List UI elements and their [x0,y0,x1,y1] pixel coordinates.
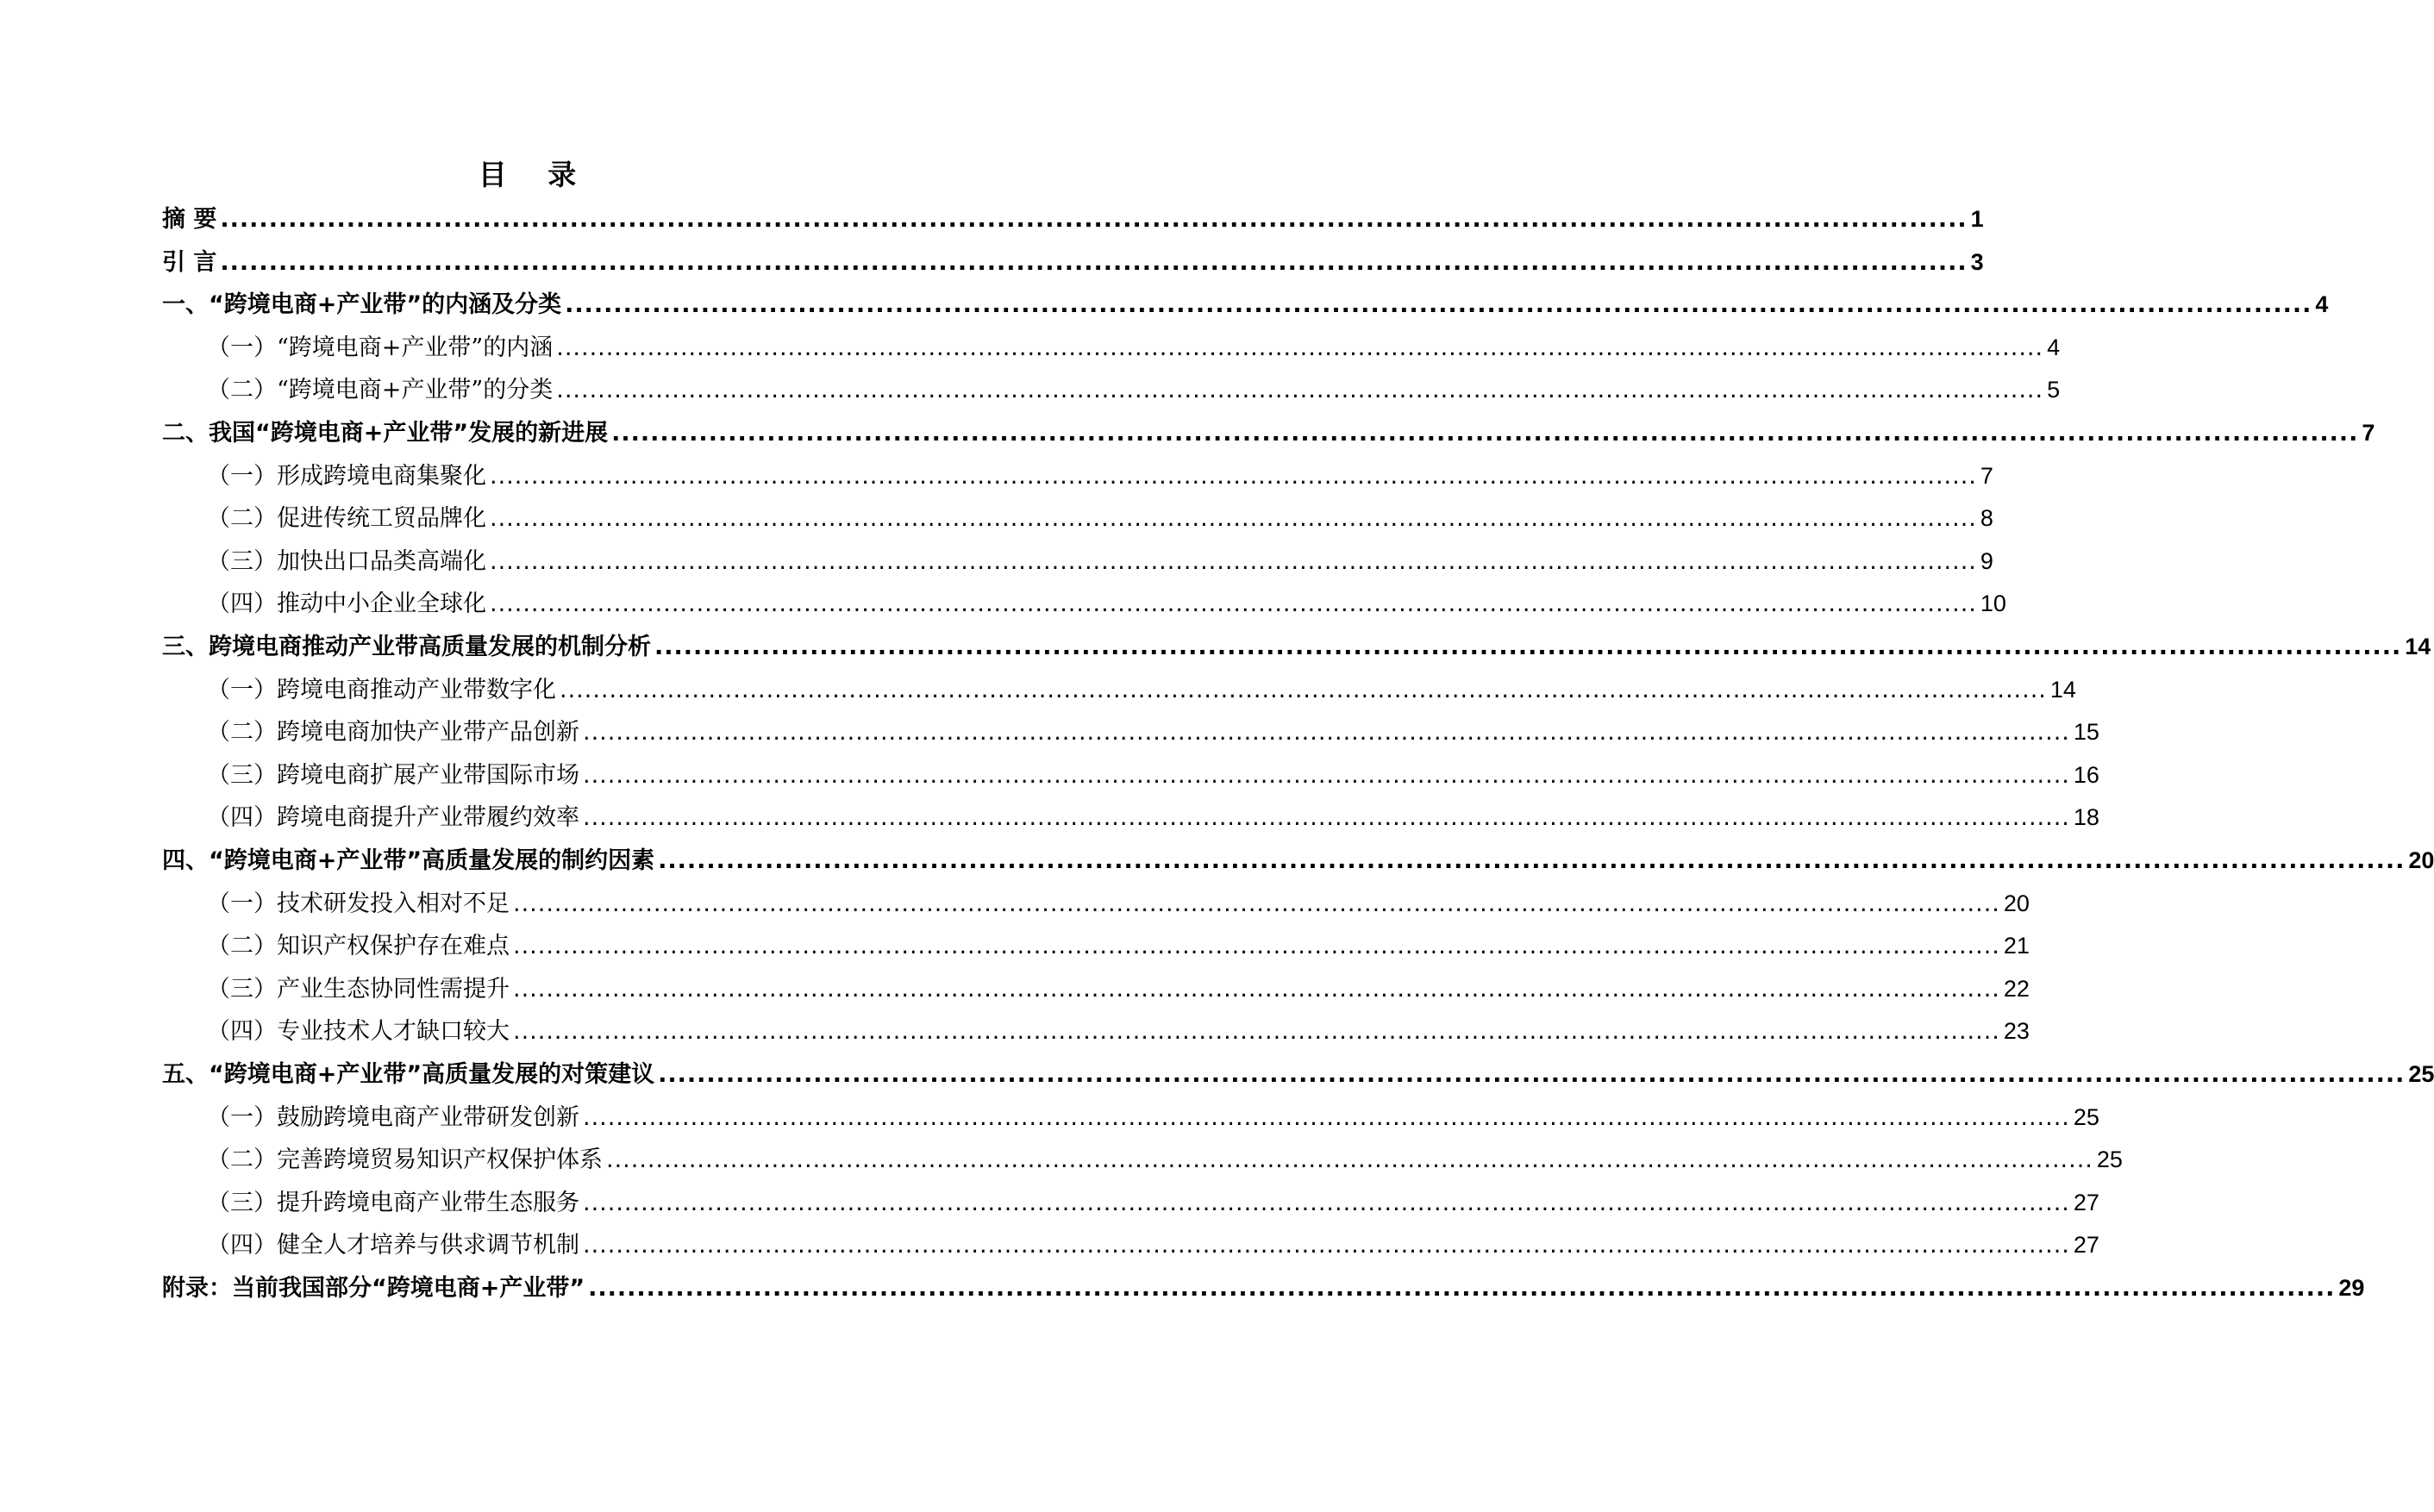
toc-entry-label: 摘 要 [162,206,217,233]
toc-leader-dots: .................................................................................................................................................................................... [220,249,1968,276]
toc-leader-dots: .................................................................................................................................................................................... [513,976,2000,1003]
toc-leader-dots: .................................................................................................................................................................................... [658,847,2406,874]
toc-entry-page-number: 14 [2049,677,2076,703]
toc-entry-label: （四）健全人才培养与供求调节机制 [207,1232,579,1259]
toc-entry-page-number: 3 [1970,249,1984,275]
toc-leader-dots: .................................................................................................................................................................................... [490,548,1977,575]
toc-entry-page-number: 10 [1980,590,2006,616]
toc-entry[interactable] [207,454,1993,497]
toc-entry-page-number: 16 [2073,762,2099,788]
toc-entry-page-number: 25 [2096,1146,2123,1172]
toc-entry-page-number: 18 [2073,804,2099,830]
toc-entry[interactable] [162,625,2431,668]
toc-leader-dots: .................................................................................................................................................................................... [565,291,2312,318]
toc-entry-label: （四）跨境电商提升产业带履约效率 [207,804,579,831]
toc-entry[interactable] [207,882,2030,925]
toc-entry[interactable] [207,540,1993,583]
toc-entry-label: 五、“跨境电商+产业带”高质量发展的对策建议 [162,1061,655,1088]
toc-entry-label: （三）提升跨境电商产业带生态服务 [207,1190,579,1216]
toc-entry[interactable] [207,1181,2099,1224]
toc-entry-label: （三）加快出口品类高端化 [207,548,486,575]
toc-entry-label: 二、我国“跨境电商+产业带”发展的新进展 [162,420,609,447]
toc-entry[interactable] [162,1053,2434,1096]
toc-entry[interactable] [207,582,2006,625]
toc-leader-dots: .................................................................................................................................................................................... [654,634,2402,660]
toc-entry-label: （一）形成跨境电商集聚化 [207,463,486,490]
toc-leader-dots: .................................................................................................................................................................................... [556,334,2044,361]
toc-leader-dots: .................................................................................................................................................................................... [560,677,2047,703]
toc-entry[interactable] [207,710,2099,753]
toc-entry-label: （一）技术研发投入相对不足 [207,890,510,917]
toc-entry-page-number: 5 [2047,377,2061,403]
toc-entry[interactable] [162,197,1984,241]
toc-entry-label: （二）跨境电商加快产业带产品创新 [207,719,579,746]
toc-leader-dots: .................................................................................................................................................................................... [490,590,1977,617]
toc-leader-dots: .................................................................................................................................................................................... [583,1104,2070,1131]
toc-entry-label: （一）鼓励跨境电商产业带研发创新 [207,1104,579,1131]
toc-leader-dots: .................................................................................................................................................................................... [490,505,1977,532]
toc-entry-label: 三、跨境电商推动产业带高质量发展的机制分析 [162,634,651,660]
toc-entry-page-number: 27 [2073,1232,2099,1258]
toc-title: 目 录 [478,158,592,191]
toc-leader-dots: .................................................................................................................................................................................... [583,804,2070,831]
toc-leader-dots: .................................................................................................................................................................................... [588,1275,2336,1302]
toc-entry-label: （一）跨境电商推动产业带数字化 [207,677,556,703]
toc-leader-dots: .................................................................................................................................................................................... [490,463,1977,490]
toc-entry-page-number: 15 [2073,719,2099,745]
toc-entry-page-number: 7 [2362,420,2375,446]
toc-entry-label: （二）完善跨境贸易知识产权保护体系 [207,1146,603,1173]
toc-entry-label: （二）知识产权保护存在难点 [207,933,510,959]
toc-entry[interactable] [162,839,2434,882]
toc-entry-page-number: 1 [1970,206,1984,232]
toc-entry-label: （二）促进传统工贸品牌化 [207,505,486,532]
toc-entry-label: （四）推动中小企业全球化 [207,590,486,617]
toc-entry[interactable] [162,1266,2365,1309]
toc-entry-page-number: 21 [2003,933,2030,959]
toc-leader-dots: .................................................................................................................................................................................... [606,1146,2093,1173]
toc-entry-label: （三）跨境电商扩展产业带国际市场 [207,762,579,789]
toc-entry[interactable] [207,1096,2099,1139]
toc-entry[interactable] [207,967,2030,1010]
toc-entry-page-number: 7 [1980,463,1993,489]
toc-entry[interactable] [207,924,2030,967]
toc-entry-page-number: 9 [1980,548,1993,574]
toc-entry[interactable] [207,753,2099,797]
toc-entry-page-number: 8 [1980,505,1993,531]
toc-entry-page-number: 25 [2408,1061,2434,1087]
toc-entry-page-number: 20 [2003,890,2030,916]
toc-entry-label: （二）“跨境电商+产业带”的分类 [207,377,554,403]
toc-leader-dots: .................................................................................................................................................................................... [513,890,2000,917]
toc-leader-dots: .................................................................................................................................................................................... [513,1018,2000,1045]
toc-leader-dots: .................................................................................................................................................................................... [583,1232,2070,1259]
toc-entry[interactable] [207,326,2061,369]
toc-entry[interactable] [207,368,2061,411]
toc-entry-page-number: 29 [2338,1275,2365,1301]
toc-entry-page-number: 25 [2073,1104,2099,1130]
toc-entry[interactable] [207,1009,2030,1053]
toc-entry-page-number: 20 [2408,847,2434,873]
toc-entry[interactable] [207,1223,2099,1266]
toc-entry-label: （三）产业生态协同性需提升 [207,976,510,1003]
toc-entry-label: 附录：当前我国部分“跨境电商+产业带” [162,1275,585,1302]
toc-leader-dots: .................................................................................................................................................................................... [611,420,2359,447]
toc-entry-page-number: 14 [2405,634,2431,659]
toc-leader-dots: .................................................................................................................................................................................... [583,762,2070,789]
toc-entry-page-number: 23 [2003,1018,2030,1044]
toc-entry[interactable] [162,283,2329,326]
toc-entry-label: （一）“跨境电商+产业带”的内涵 [207,334,554,361]
toc-leader-dots: .................................................................................................................................................................................... [513,933,2000,959]
toc-leader-dots: .................................................................................................................................................................................... [583,1190,2070,1216]
toc-entry-page-number: 4 [2315,291,2329,317]
toc-entry-label: 一、“跨境电商+产业带”的内涵及分类 [162,291,562,318]
toc-entry[interactable] [162,241,1984,284]
toc-leader-dots: .................................................................................................................................................................................... [556,377,2044,403]
toc-entry[interactable] [207,668,2076,711]
toc-entry[interactable] [207,1138,2123,1181]
toc-entry-label: （四）专业技术人才缺口较大 [207,1018,510,1045]
toc-entry[interactable] [162,411,2375,454]
toc-entry-label: 四、“跨境电商+产业带”高质量发展的制约因素 [162,847,655,874]
toc-entry-page-number: 4 [2047,334,2061,360]
toc-entry-page-number: 22 [2003,976,2030,1002]
toc-leader-dots: .................................................................................................................................................................................... [658,1061,2406,1088]
toc-entry[interactable] [207,796,2099,839]
toc-entry[interactable] [207,497,1993,540]
toc-entry-label: 引 言 [162,249,217,276]
toc-entry-page-number: 27 [2073,1190,2099,1215]
toc-leader-dots: .................................................................................................................................................................................... [583,719,2070,746]
toc-leader-dots: .................................................................................................................................................................................... [220,206,1968,233]
